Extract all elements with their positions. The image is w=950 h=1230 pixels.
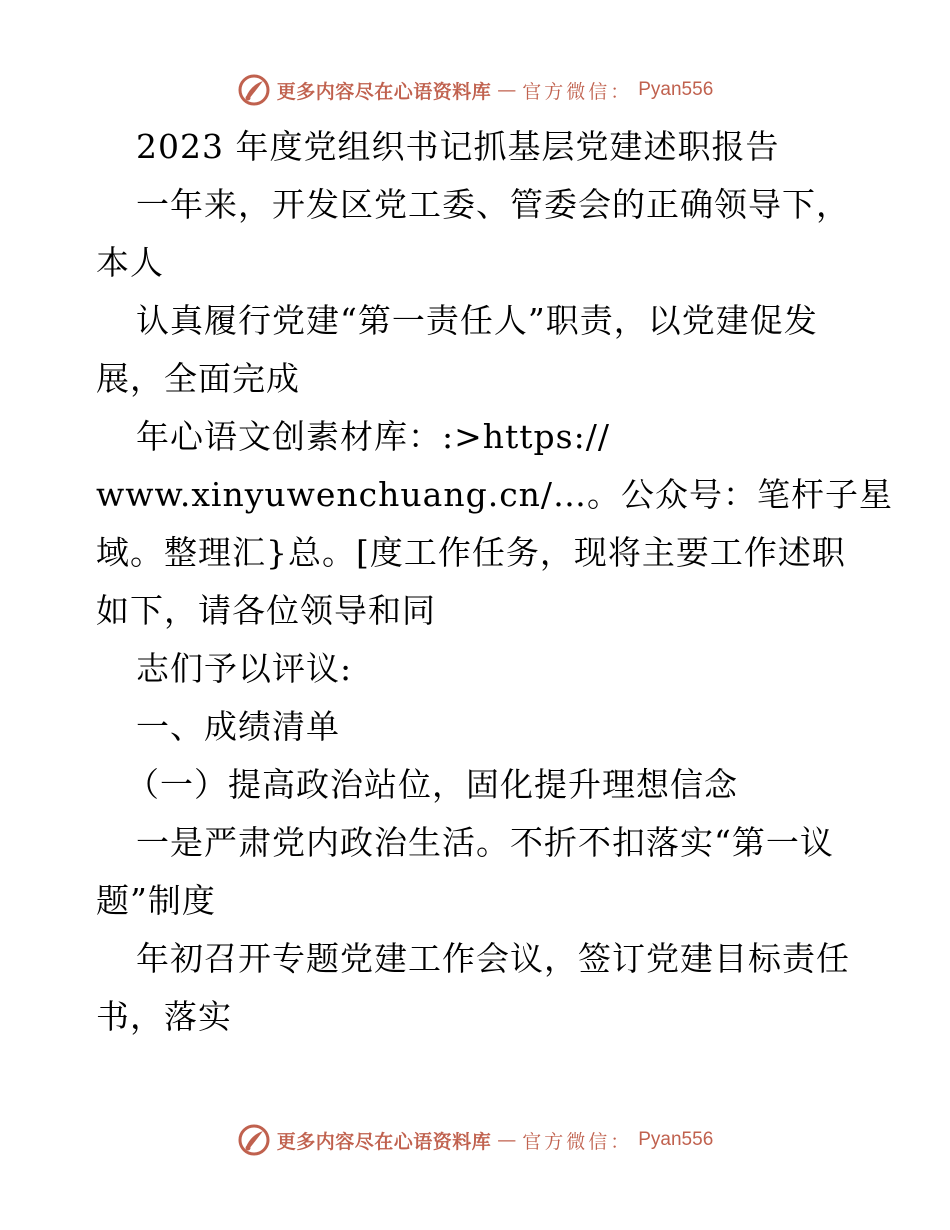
text-line: 年初召开专题党建工作会议，签订党建目标责任 xyxy=(136,939,850,978)
text-line: 如下，请各位领导和同 xyxy=(96,591,436,630)
footer-watermark xyxy=(0,1122,950,1158)
watermark-text: 更多内容尽在心语资料库 xyxy=(276,80,492,103)
document-title: 2023 年度党组织书记抓基层党建述职报告 xyxy=(136,127,780,166)
text-line: 书，落实 xyxy=(96,997,232,1036)
text-line: 认真履行党建“第一责任人”职责，以党建促发 xyxy=(136,301,818,340)
text-line: 题”制度 xyxy=(96,881,216,920)
watermark-wechat-id: Pyan556 xyxy=(638,1129,714,1150)
watermark-text: 更多内容尽在心语资料库 xyxy=(276,1130,492,1153)
brush-logo-icon xyxy=(237,1123,271,1157)
watermark-separator: — xyxy=(497,79,517,101)
text-line: 一年来，开发区党工委、管委会的正确领导下， xyxy=(136,185,850,224)
document-body xyxy=(96,118,894,1046)
text-line: 一是严肃党内政治生活。不折不扣落实“第一议 xyxy=(136,823,834,862)
text-line: 本人 xyxy=(96,243,164,282)
watermark-label: 官方微信： xyxy=(522,80,633,103)
text-line: 展，全面完成 xyxy=(96,359,300,398)
text-line: 域。整理汇}总。[度工作任务，现将主要工作述职 xyxy=(96,533,846,572)
watermark-wechat-id: Pyan556 xyxy=(638,79,714,100)
watermark-label: 官方微信： xyxy=(522,1130,633,1153)
text-line: 年心语文创素材库：:>https:// xyxy=(136,417,610,456)
text-line: www.xinyuwenchuang.cn/…。公众号：笔杆子星 xyxy=(96,475,894,514)
watermark-separator: — xyxy=(497,1129,517,1151)
section-heading: 一、成绩清单 xyxy=(136,707,340,746)
subsection-heading: （一）提高政治站位，固化提升理想信念 xyxy=(126,765,738,804)
brush-logo-icon xyxy=(237,73,271,107)
header-watermark xyxy=(0,72,950,108)
text-line: 志们予以评议: xyxy=(136,649,353,688)
